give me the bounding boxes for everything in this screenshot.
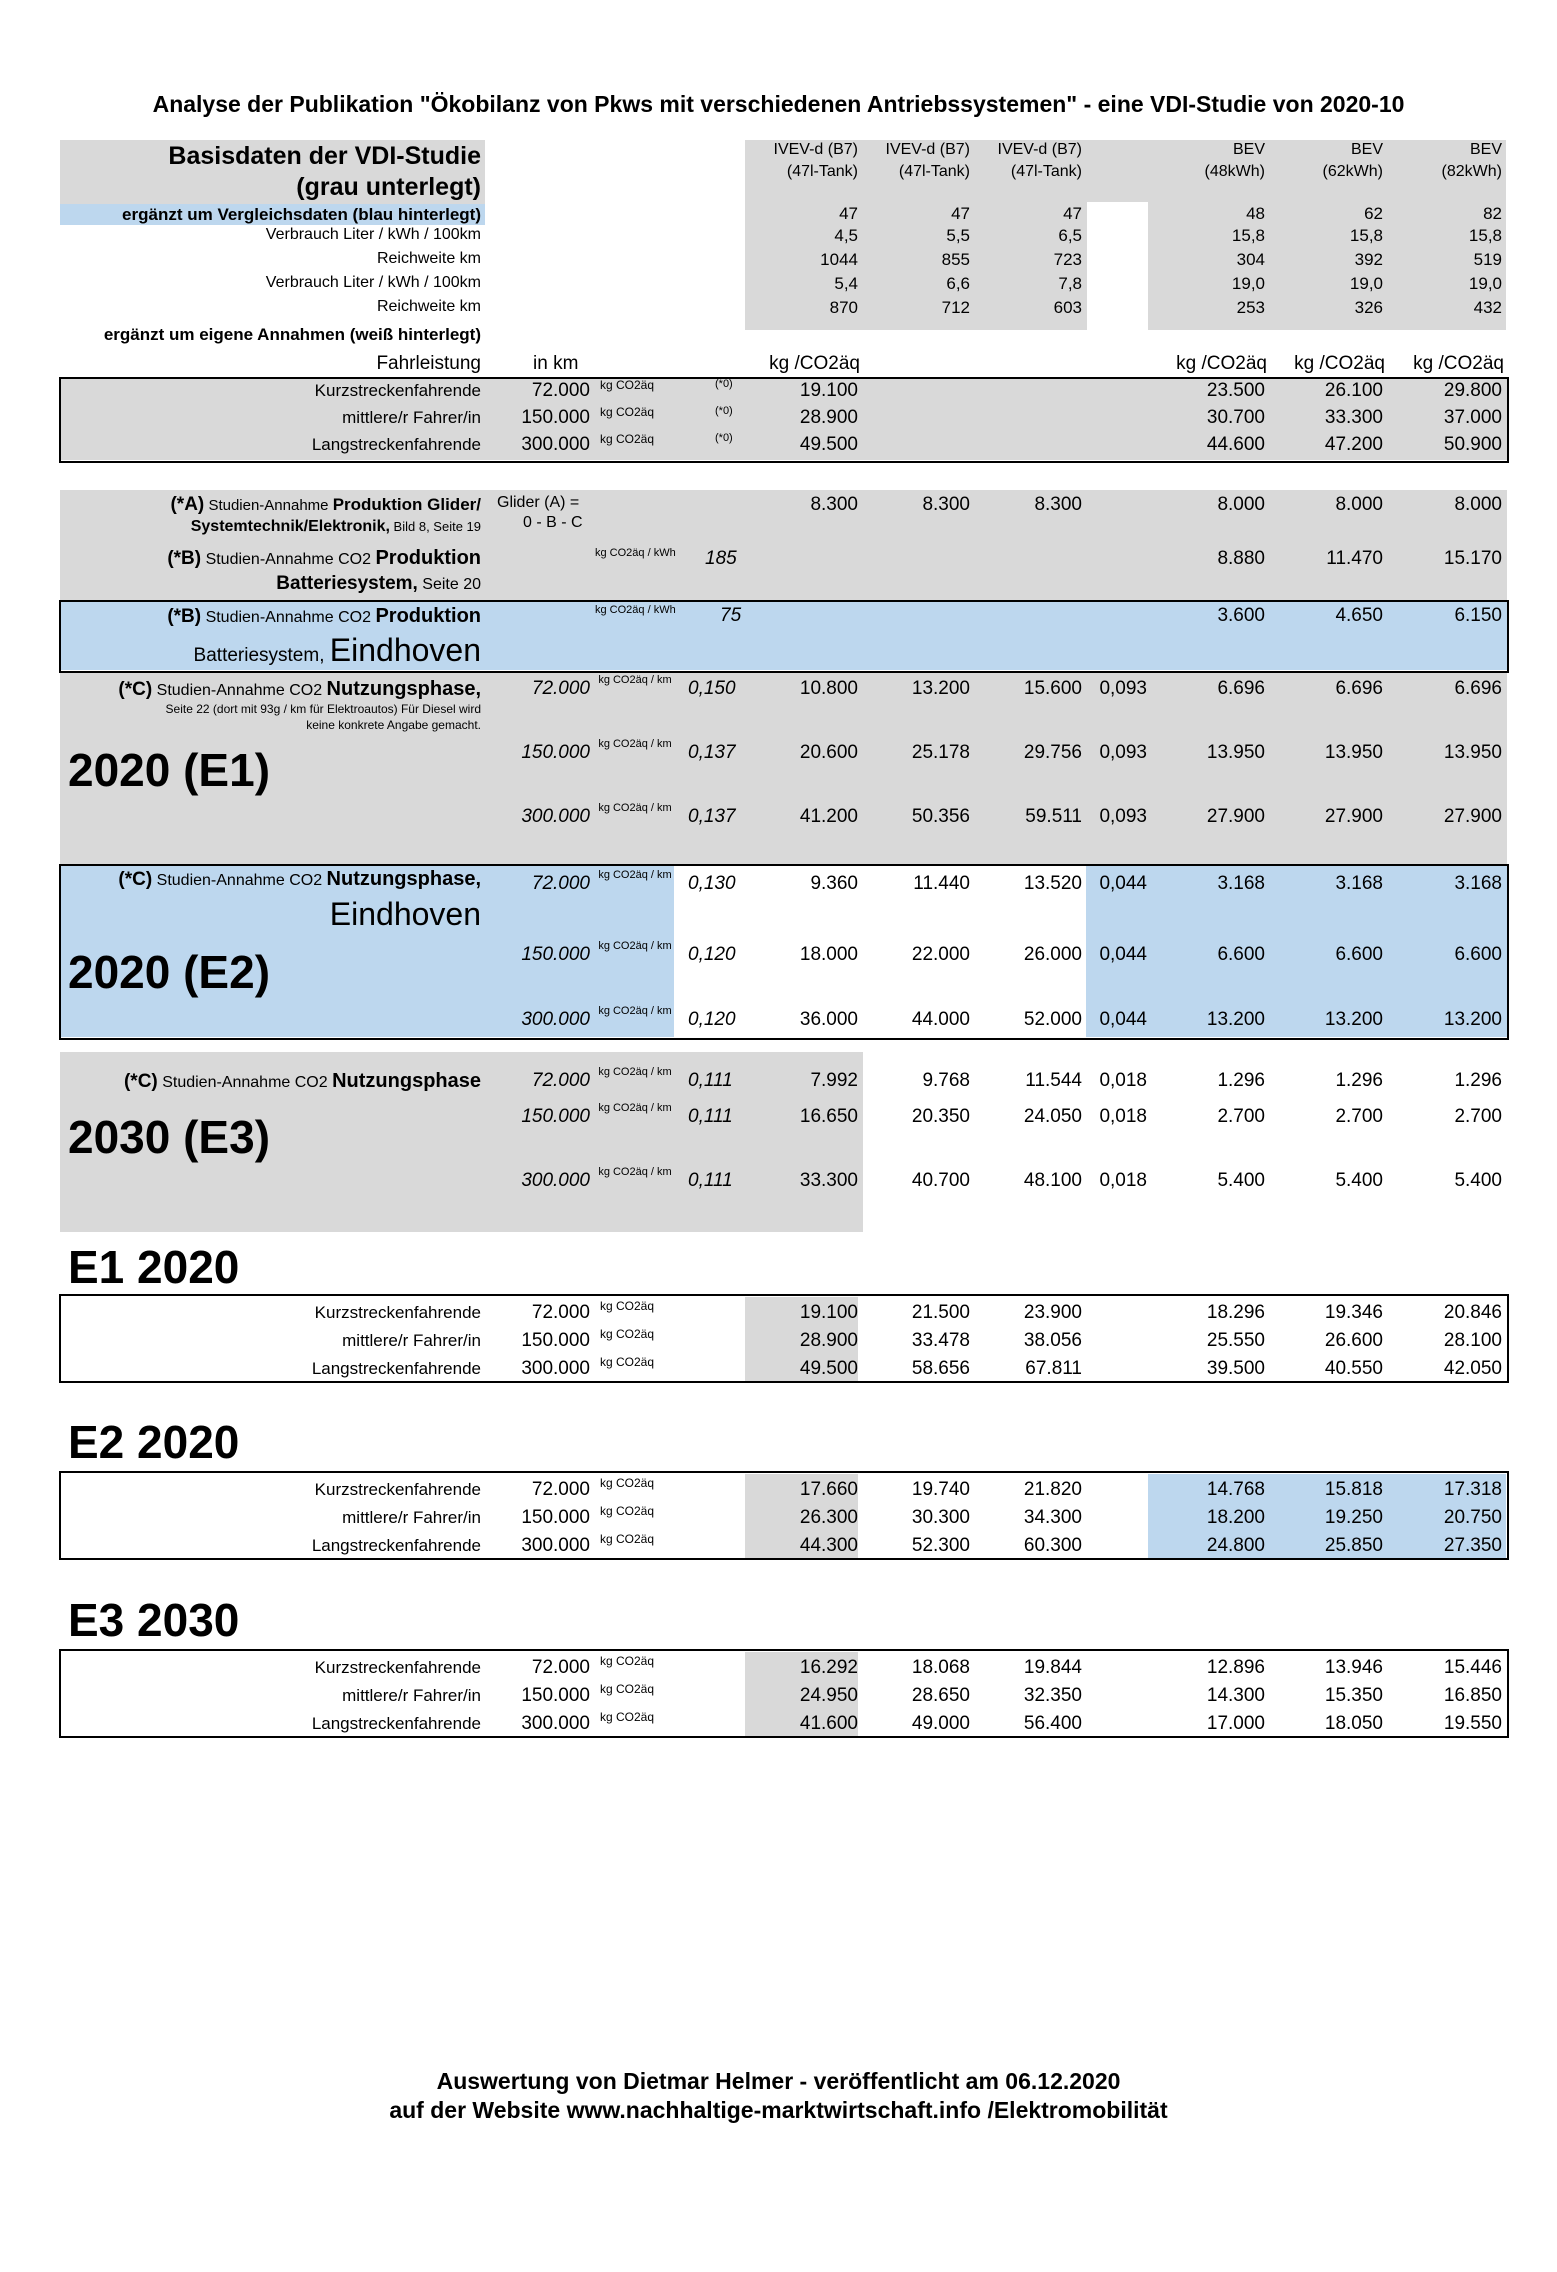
column-header-1-line-1: IVEV-d (B7) [773, 141, 858, 158]
s2-title: E2 2020 [68, 1416, 240, 1468]
s3-unit-1: kg CO2äq [600, 1682, 655, 1696]
b2-value-0: 3.600 [1217, 605, 1265, 626]
basis-row-2-value-3: 304 [1236, 250, 1265, 269]
s2-km-1: 150.000 [521, 1507, 590, 1528]
e1-value-2-0: 41.200 [799, 806, 858, 827]
basis-row-2-value-1: 855 [941, 250, 970, 269]
s2-value-2-2: 60.300 [1023, 1535, 1082, 1556]
s3-km-0: 72.000 [531, 1657, 590, 1678]
s2-value-0-1: 19.740 [911, 1479, 970, 1500]
basis-row-label-4: Reichweite km [376, 298, 481, 315]
e1-value-0-2: 15.600 [1023, 678, 1082, 699]
study-value-2-1: 44.600 [1206, 434, 1265, 455]
column-header-4-line-2: (48kWh) [1204, 163, 1265, 180]
s3-value-2-3: 17.000 [1206, 1713, 1265, 1734]
basis-row-label-1: Verbrauch Liter / kWh / 100km [265, 226, 481, 243]
e1-note-1: Seite 22 (dort mit 93g / km für Elektroautos) Für Diesel wird [165, 702, 481, 716]
kg-header-2: kg /CO2äq [1176, 353, 1267, 374]
e3-value-0-0: 7.992 [810, 1070, 858, 1091]
e1-bev-1-1: 13.950 [1324, 742, 1383, 763]
study-value-0-0: 19.100 [799, 380, 858, 401]
study-km-1: 150.000 [521, 407, 590, 428]
e1-bev-2-0: 27.900 [1206, 806, 1265, 827]
s1-value-1-3: 25.550 [1206, 1330, 1265, 1351]
s2-value-1-4: 19.250 [1324, 1507, 1383, 1528]
e3-value-2-2: 48.100 [1023, 1170, 1082, 1191]
column-header-6-line-2: (82kWh) [1441, 163, 1502, 180]
e2-eindhoven: Eindhoven [329, 896, 481, 932]
a-mid-2: 0 - B - C [523, 514, 583, 531]
s3-value-2-1: 49.000 [911, 1713, 970, 1734]
a-label-1: (*A) Studien-Annahme Produktion Glider/ [170, 494, 481, 515]
s2-unit-1: kg CO2äq [600, 1504, 655, 1518]
basis-row-label-3: Verbrauch Liter / kWh / 100km [265, 274, 481, 291]
column-header-4-line-1: BEV [1232, 141, 1265, 158]
e2-value-2-2: 52.000 [1023, 1009, 1082, 1030]
s3-value-1-0: 24.950 [799, 1685, 858, 1706]
s1-driver-2: Langstreckenfahrende [311, 1359, 481, 1378]
b-unit: kg CO2äq / kWh [595, 547, 676, 559]
e3-factor-1: 0,111 [688, 1106, 733, 1127]
e1-note-2: keine konkrete Angabe gemacht. [306, 718, 481, 732]
e2-value-2-0: 36.000 [799, 1009, 858, 1030]
s2-value-1-3: 18.200 [1206, 1507, 1265, 1528]
e1-big-title: 2020 (E1) [68, 744, 271, 796]
s2-unit-2: kg CO2äq [600, 1532, 655, 1546]
e2-km-1: 150.000 [521, 944, 590, 965]
e2-bev-1-0: 6.600 [1217, 944, 1265, 965]
study-km-2: 300.000 [521, 434, 590, 455]
e2-factor-1: 0,120 [688, 944, 736, 965]
basis-row-4-value-2: 603 [1053, 298, 1082, 317]
a-value-4: 8.000 [1335, 494, 1383, 515]
e2-value-0-1: 11.440 [913, 873, 970, 894]
e3-bev-0-0: 1.296 [1217, 1070, 1265, 1091]
a-value-1: 8.300 [922, 494, 970, 515]
s2-value-1-5: 20.750 [1443, 1507, 1502, 1528]
b-factor: 185 [705, 548, 737, 569]
basis-row-0-value-3: 48 [1246, 204, 1265, 223]
s3-value-1-5: 16.850 [1443, 1685, 1502, 1706]
s3-unit-0: kg CO2äq [600, 1654, 655, 1668]
e1-unit-0: kg CO2äq / km [598, 674, 672, 686]
e3-km-1: 150.000 [521, 1106, 590, 1127]
e2-efactor-2: 0,044 [1099, 1009, 1147, 1030]
e1-km-2: 300.000 [521, 806, 590, 827]
basis-row-0-value-0: 47 [839, 204, 858, 223]
e3-efactor-2: 0,018 [1099, 1170, 1147, 1191]
s2-value-1-1: 30.300 [911, 1507, 970, 1528]
s2-value-0-5: 17.318 [1443, 1479, 1502, 1500]
e3-value-2-1: 40.700 [911, 1170, 970, 1191]
s2-value-0-4: 15.818 [1324, 1479, 1383, 1500]
e2-unit-2: kg CO2äq / km [598, 1005, 672, 1017]
s1-value-0-3: 18.296 [1206, 1302, 1265, 1323]
study-star-1: (*0) [715, 405, 733, 417]
footer-line-2: auf der Website www.nachhaltige-marktwirtschaft.info /Elektromobilität [389, 2097, 1168, 2123]
e2-bev-1-2: 6.600 [1454, 944, 1502, 965]
s1-value-0-5: 20.846 [1443, 1302, 1502, 1323]
e1-efactor-2: 0,093 [1099, 806, 1147, 827]
s3-unit-2: kg CO2äq [600, 1710, 655, 1724]
e3-unit-0: kg CO2äq / km [598, 1066, 672, 1078]
basis-blue-note: ergänzt um Vergleichsdaten (blau hinterlegt) [122, 205, 481, 224]
s3-km-1: 150.000 [521, 1685, 590, 1706]
s1-driver-0: Kurzstreckenfahrende [314, 1303, 481, 1322]
s1-value-1-5: 28.100 [1443, 1330, 1502, 1351]
e1-value-2-1: 50.356 [911, 806, 970, 827]
s1-value-0-4: 19.346 [1324, 1302, 1383, 1323]
e3-factor-2: 0,111 [688, 1170, 733, 1191]
basis-row-3-value-4: 19,0 [1349, 274, 1383, 293]
s1-value-1-1: 33.478 [911, 1330, 970, 1351]
e2-unit-0: kg CO2äq / km [598, 869, 672, 881]
b2-label-1: (*B) Studien-Annahme CO2 Produktion [167, 605, 481, 627]
fahrleistung-label: Fahrleistung [376, 353, 481, 374]
e3-unit-2: kg CO2äq / km [598, 1166, 672, 1178]
e1-label: (*C) Studien-Annahme CO2 Nutzungsphase, [118, 678, 481, 700]
basis-white-gap [1087, 202, 1148, 330]
e2-efactor-1: 0,044 [1099, 944, 1147, 965]
s3-value-0-0: 16.292 [799, 1657, 858, 1678]
e2-bev-2-0: 13.200 [1206, 1009, 1265, 1030]
e1-unit-2: kg CO2äq / km [598, 802, 672, 814]
basis-row-0-value-2: 47 [1063, 204, 1082, 223]
e2-factor-0: 0,130 [688, 873, 736, 894]
e2-bev-1-1: 6.600 [1335, 944, 1383, 965]
basis-row-1-value-5: 15,8 [1468, 226, 1502, 245]
s3-value-0-4: 13.946 [1324, 1657, 1383, 1678]
s3-value-1-3: 14.300 [1206, 1685, 1265, 1706]
s1-value-2-0: 49.500 [799, 1358, 858, 1379]
e1-value-2-2: 59.511 [1025, 806, 1082, 827]
s3-value-2-2: 56.400 [1023, 1713, 1082, 1734]
s1-unit-0: kg CO2äq [600, 1299, 655, 1313]
s3-title: E3 2030 [68, 1594, 240, 1646]
e1-value-0-0: 10.800 [799, 678, 858, 699]
column-header-1-line-2: (47l-Tank) [786, 163, 858, 180]
e3-bev-1-2: 2.700 [1454, 1106, 1502, 1127]
e3-value-1-1: 20.350 [911, 1106, 970, 1127]
column-header-3-line-2: (47l-Tank) [1010, 163, 1082, 180]
kg-header-3: kg /CO2äq [1294, 353, 1385, 374]
a-value-5: 8.000 [1454, 494, 1502, 515]
s1-value-2-4: 40.550 [1324, 1358, 1383, 1379]
study-driver-2: Langstreckenfahrende [311, 435, 481, 454]
b-label-2: Batteriesystem, Seite 20 [276, 573, 481, 594]
e2-unit-1: kg CO2äq / km [598, 940, 672, 952]
a-value-0: 8.300 [810, 494, 858, 515]
b-label-1: (*B) Studien-Annahme CO2 Produktion [167, 547, 481, 569]
b2-factor: 75 [720, 605, 742, 626]
kg-header-1: kg /CO2äq [769, 353, 860, 374]
s2-value-1-2: 34.300 [1023, 1507, 1082, 1528]
basis-row-1-value-0: 4,5 [834, 226, 858, 245]
s3-value-2-0: 41.600 [799, 1713, 858, 1734]
e1-bev-0-1: 6.696 [1335, 678, 1383, 699]
study-star-0: (*0) [715, 378, 733, 390]
b-value-2: 15.170 [1443, 548, 1502, 569]
e2-efactor-0: 0,044 [1099, 873, 1147, 894]
e3-value-1-2: 24.050 [1023, 1106, 1082, 1127]
column-header-2-line-1: IVEV-d (B7) [885, 141, 970, 158]
e3-bev-1-1: 2.700 [1335, 1106, 1383, 1127]
e3-bev-2-0: 5.400 [1217, 1170, 1265, 1191]
e2-value-2-1: 44.000 [911, 1009, 970, 1030]
s1-km-2: 300.000 [521, 1358, 590, 1379]
basis-row-4-value-4: 326 [1354, 298, 1383, 317]
s3-km-2: 300.000 [521, 1713, 590, 1734]
s1-km-0: 72.000 [531, 1302, 590, 1323]
study-value-1-1: 30.700 [1206, 407, 1265, 428]
e3-unit-1: kg CO2äq / km [598, 1102, 672, 1114]
e1-value-0-1: 13.200 [911, 678, 970, 699]
a-label-2: Systemtechnik/Elektronik, Bild 8, Seite 19 [190, 518, 481, 535]
study-value-1-3: 37.000 [1443, 407, 1502, 428]
e2-bev-2-2: 13.200 [1443, 1009, 1502, 1030]
e3-factor-0: 0,111 [688, 1070, 733, 1091]
study-unit-1: kg CO2äq [600, 405, 655, 419]
basis-row-3-value-2: 7,8 [1058, 274, 1082, 293]
basis-row-4-value-1: 712 [941, 298, 970, 317]
study-value-2-0: 49.500 [799, 434, 858, 455]
study-value-0-1: 23.500 [1206, 380, 1265, 401]
e1-factor-1: 0,137 [688, 742, 736, 763]
study-value-2-2: 47.200 [1324, 434, 1383, 455]
e3-km-0: 72.000 [531, 1070, 590, 1091]
e2-value-1-1: 22.000 [911, 944, 970, 965]
b2-value-2: 6.150 [1454, 605, 1502, 626]
s3-driver-2: Langstreckenfahrende [311, 1714, 481, 1733]
study-driver-0: Kurzstreckenfahrende [314, 381, 481, 400]
s2-value-2-3: 24.800 [1206, 1535, 1265, 1556]
study-km-0: 72.000 [531, 380, 590, 401]
s3-driver-0: Kurzstreckenfahrende [314, 1658, 481, 1677]
s1-value-2-2: 67.811 [1025, 1358, 1082, 1379]
e1-value-1-2: 29.756 [1023, 742, 1082, 763]
basis-row-0-value-1: 47 [951, 204, 970, 223]
e1-efactor-0: 0,093 [1099, 678, 1147, 699]
basis-row-4-value-3: 253 [1236, 298, 1265, 317]
basis-row-3-value-1: 6,6 [946, 274, 970, 293]
basis-row-0-value-5: 82 [1483, 204, 1502, 223]
a-value-3: 8.000 [1217, 494, 1265, 515]
e1-value-1-1: 25.178 [911, 742, 970, 763]
basis-row-2-value-0: 1044 [820, 250, 858, 269]
e2-km-2: 300.000 [521, 1009, 590, 1030]
b-value-0: 8.880 [1217, 548, 1265, 569]
e3-value-0-1: 9.768 [922, 1070, 970, 1091]
study-value-0-3: 29.800 [1443, 380, 1502, 401]
basis-row-2-value-2: 723 [1053, 250, 1082, 269]
study-value-1-2: 33.300 [1324, 407, 1383, 428]
s1-unit-1: kg CO2äq [600, 1327, 655, 1341]
column-header-5-line-1: BEV [1350, 141, 1383, 158]
s1-km-1: 150.000 [521, 1330, 590, 1351]
basis-row-3-value-3: 19,0 [1231, 274, 1265, 293]
basis-row-2-value-4: 392 [1354, 250, 1383, 269]
s1-value-2-3: 39.500 [1206, 1358, 1265, 1379]
s3-value-2-5: 19.550 [1443, 1713, 1502, 1734]
e2-value-1-0: 18.000 [799, 944, 858, 965]
e3-value-1-0: 16.650 [799, 1106, 858, 1127]
b-value-1: 11.470 [1326, 548, 1383, 569]
basis-title: Basisdaten der VDI-Studie [168, 142, 481, 170]
e3-bev-2-1: 5.400 [1335, 1170, 1383, 1191]
e1-bev-1-0: 13.950 [1206, 742, 1265, 763]
s2-driver-2: Langstreckenfahrende [311, 1536, 481, 1555]
study-value-2-3: 50.900 [1443, 434, 1502, 455]
e1-bev-0-0: 6.696 [1217, 678, 1265, 699]
e2-label: (*C) Studien-Annahme CO2 Nutzungsphase, [118, 868, 481, 890]
s3-value-0-5: 15.446 [1443, 1657, 1502, 1678]
s3-value-0-1: 18.068 [911, 1657, 970, 1678]
basis-row-3-value-5: 19,0 [1468, 274, 1502, 293]
page-title: Analyse der Publikation "Ökobilanz von Pkws mit verschiedenen Antriebssystemen" - eine VDI-Studie von 2020-10 [152, 91, 1405, 117]
s3-value-0-2: 19.844 [1023, 1657, 1082, 1678]
basis-row-1-value-3: 15,8 [1231, 226, 1265, 245]
basis-row-1-value-4: 15,8 [1349, 226, 1383, 245]
a-value-2: 8.300 [1034, 494, 1082, 515]
e3-big-title: 2030 (E3) [68, 1111, 271, 1163]
e2-bev-0-2: 3.168 [1454, 873, 1502, 894]
s1-value-1-0: 28.900 [799, 1330, 858, 1351]
s2-value-2-1: 52.300 [911, 1535, 970, 1556]
e2-km-0: 72.000 [531, 873, 590, 894]
study-value-1-0: 28.900 [799, 407, 858, 428]
study-unit-0: kg CO2äq [600, 378, 655, 392]
basis-row-4-value-0: 870 [829, 298, 858, 317]
s2-km-0: 72.000 [531, 1479, 590, 1500]
study-driver-1: mittlere/r Fahrer/in [342, 408, 481, 427]
s2-value-0-2: 21.820 [1023, 1479, 1082, 1500]
s2-value-2-4: 25.850 [1324, 1535, 1383, 1556]
e3-efactor-1: 0,018 [1099, 1106, 1147, 1127]
s1-value-0-2: 23.900 [1023, 1302, 1082, 1323]
e3-bev-0-1: 1.296 [1335, 1070, 1383, 1091]
e2-value-0-2: 13.520 [1023, 873, 1082, 894]
s3-value-0-3: 12.896 [1206, 1657, 1265, 1678]
study-unit-2: kg CO2äq [600, 432, 655, 446]
e1-bev-0-2: 6.696 [1454, 678, 1502, 699]
s2-value-2-5: 27.350 [1443, 1535, 1502, 1556]
basis-row-1-value-2: 6,5 [1058, 226, 1082, 245]
e1-value-1-0: 20.600 [799, 742, 858, 763]
e1-unit-1: kg CO2äq / km [598, 738, 672, 750]
e3-bev-0-2: 1.296 [1454, 1070, 1502, 1091]
s1-title: E1 2020 [68, 1241, 240, 1293]
s3-value-1-4: 15.350 [1324, 1685, 1383, 1706]
e2-value-0-0: 9.360 [810, 873, 858, 894]
e2-bev-0-0: 3.168 [1217, 873, 1265, 894]
study-box [59, 377, 1509, 463]
e1-efactor-1: 0,093 [1099, 742, 1147, 763]
e3-km-2: 300.000 [521, 1170, 590, 1191]
s2-value-0-0: 17.660 [799, 1479, 858, 1500]
e2-value-1-2: 26.000 [1023, 944, 1082, 965]
s2-driver-0: Kurzstreckenfahrende [314, 1480, 481, 1499]
footer-line-1: Auswertung von Dietmar Helmer - veröffentlicht am 06.12.2020 [436, 2068, 1121, 2094]
s3-value-1-1: 28.650 [911, 1685, 970, 1706]
basis-row-1-value-1: 5,5 [946, 226, 970, 245]
e1-bev-2-2: 27.900 [1443, 806, 1502, 827]
basis-row-3-value-0: 5,4 [834, 274, 858, 293]
s2-driver-1: mittlere/r Fahrer/in [342, 1508, 481, 1527]
study-star-2: (*0) [715, 432, 733, 444]
basis-row-2-value-5: 519 [1473, 250, 1502, 269]
s1-unit-2: kg CO2äq [600, 1355, 655, 1369]
basis-white-note: ergänzt um eigene Annahmen (weiß hinterlegt) [103, 325, 481, 344]
s3-value-2-4: 18.050 [1324, 1713, 1383, 1734]
e1-km-1: 150.000 [521, 742, 590, 763]
s1-value-1-2: 38.056 [1023, 1330, 1082, 1351]
basis-grey-bev [1148, 202, 1506, 330]
s1-value-2-1: 58.656 [911, 1358, 970, 1379]
s1-value-0-1: 21.500 [911, 1302, 970, 1323]
basis-row-4-value-5: 432 [1473, 298, 1502, 317]
e3-value-2-0: 33.300 [799, 1170, 858, 1191]
b2-value-1: 4.650 [1335, 605, 1383, 626]
s1-value-0-0: 19.100 [799, 1302, 858, 1323]
b2-label-2: Batteriesystem, Eindhoven [193, 632, 481, 668]
s2-unit-0: kg CO2äq [600, 1476, 655, 1490]
e3-bev-1-0: 2.700 [1217, 1106, 1265, 1127]
e2-bev-0-1: 3.168 [1335, 873, 1383, 894]
column-header-5-line-2: (62kWh) [1322, 163, 1383, 180]
study-value-0-2: 26.100 [1324, 380, 1383, 401]
kg-header-4: kg /CO2äq [1413, 353, 1504, 374]
column-header-3-line-1: IVEV-d (B7) [997, 141, 1082, 158]
s1-value-2-5: 42.050 [1443, 1358, 1502, 1379]
inkm-label: in km [533, 353, 579, 374]
e1-km-0: 72.000 [531, 678, 590, 699]
e1-factor-2: 0,137 [688, 806, 736, 827]
a-mid-1: Glider (A) = [497, 494, 580, 511]
s1-value-1-4: 26.600 [1324, 1330, 1383, 1351]
e2-big-title: 2020 (E2) [68, 946, 271, 998]
e3-value-0-2: 11.544 [1025, 1070, 1082, 1091]
e1-bev-1-2: 13.950 [1443, 742, 1502, 763]
basis-row-0-value-4: 62 [1364, 204, 1383, 223]
b2-unit: kg CO2äq / kWh [595, 604, 676, 616]
s2-value-0-3: 14.768 [1206, 1479, 1265, 1500]
e1-factor-0: 0,150 [688, 678, 736, 699]
e3-bev-2-2: 5.400 [1454, 1170, 1502, 1191]
e3-label: (*C) Studien-Annahme CO2 Nutzungsphase [123, 1070, 481, 1092]
s3-driver-1: mittlere/r Fahrer/in [342, 1686, 481, 1705]
s2-km-2: 300.000 [521, 1535, 590, 1556]
column-header-2-line-2: (47l-Tank) [898, 163, 970, 180]
e3-efactor-0: 0,018 [1099, 1070, 1147, 1091]
column-header-6-line-1: BEV [1469, 141, 1502, 158]
s1-driver-1: mittlere/r Fahrer/in [342, 1331, 481, 1350]
e2-factor-2: 0,120 [688, 1009, 736, 1030]
s2-value-1-0: 26.300 [799, 1507, 858, 1528]
e2-bev-2-1: 13.200 [1324, 1009, 1383, 1030]
e1-bev-2-1: 27.900 [1324, 806, 1383, 827]
s2-value-2-0: 44.300 [799, 1535, 858, 1556]
s3-value-1-2: 32.350 [1023, 1685, 1082, 1706]
basis-subtitle: (grau unterlegt) [296, 173, 481, 201]
basis-row-label-2: Reichweite km [376, 250, 481, 267]
